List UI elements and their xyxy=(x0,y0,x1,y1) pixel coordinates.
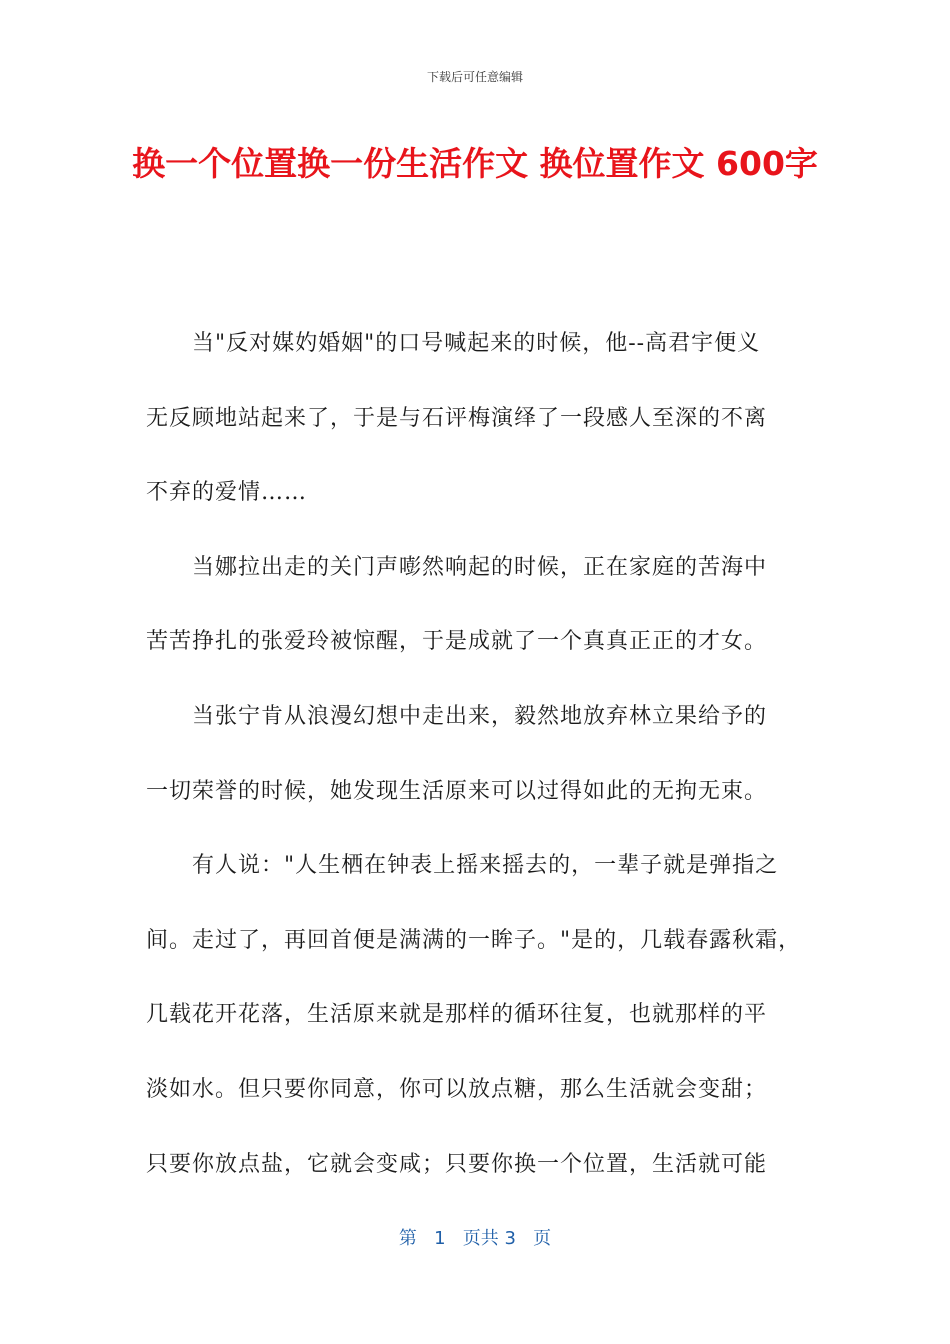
paragraph-line: 当张宁肯从浪漫幻想中走出来，毅然地放弃林立果给予的 xyxy=(192,703,768,729)
paragraph-line: 几载花开花落，生活原来就是那样的循环往复，也就那样的平 xyxy=(146,1002,768,1028)
paragraph-line: 不弃的爱情…… xyxy=(146,480,308,506)
page-label-prefix: 第 xyxy=(398,1228,417,1249)
paragraph-line: 无反顾地站起来了，于是与石评梅演绎了一段感人至深的不离 xyxy=(146,405,768,431)
document-title: 换一个位置换一份生活作文 换位置作文 600字 xyxy=(132,144,818,183)
page-label-suffix: 页 xyxy=(533,1228,552,1249)
document-body xyxy=(146,322,818,1217)
paragraph-line: 只要你放点盐，它就会变咸；只要你换一个位置，生活就可能 xyxy=(146,1151,768,1177)
paragraph-line: 淡如水。但只要你同意，你可以放点糖，那么生活就会变甜； xyxy=(146,1076,768,1102)
page-label-middle: 页共 xyxy=(462,1228,499,1249)
paragraph-line: 间。走过了，再回首便是满满的一眸子。"是的，几载春露秋霜， xyxy=(146,927,802,953)
page-footer xyxy=(0,1224,950,1250)
paragraph-line: 一切荣誉的时候，她发现生活原来可以过得如此的无拘无束。 xyxy=(146,778,768,804)
paragraph-line: 苦苦挣扎的张爱玲被惊醒，于是成就了一个真真正正的才女。 xyxy=(146,629,768,655)
header-note: 下载后可任意编辑 xyxy=(426,70,523,84)
total-pages-number: 3 xyxy=(504,1228,516,1249)
paragraph-line: 当娜拉出走的关门声嘭然响起的时候，正在家庭的苦海中 xyxy=(192,554,768,580)
paragraph-line: 当"反对媒妁婚姻"的口号喊起来的时候，他--高君宇便义 xyxy=(192,331,761,356)
current-page-number: 1 xyxy=(434,1228,446,1249)
paragraph-line: 有人说："人生栖在钟表上摇来摇去的，一辈子就是弹指之 xyxy=(192,853,779,879)
